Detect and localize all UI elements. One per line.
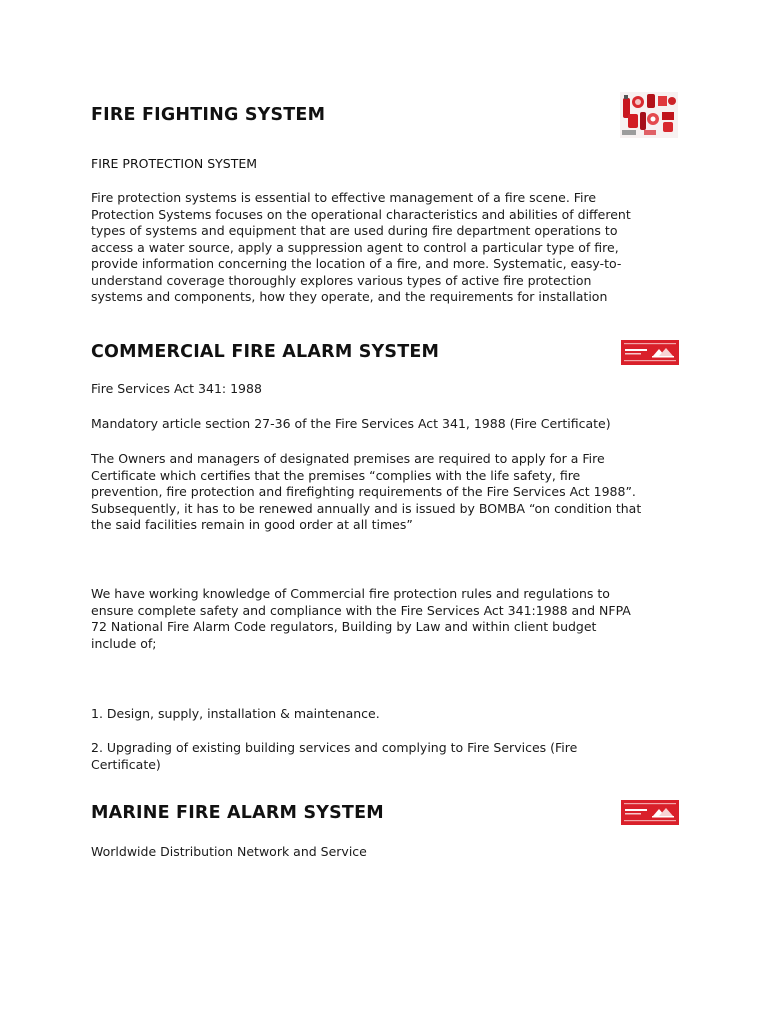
fire-equipment-products-graphic — [620, 92, 678, 138]
fire-services-act-line: Fire Services Act 341: 1988 — [91, 381, 262, 396]
paragraph-line: systems and components, how they operate, and the requirements for installation — [91, 289, 608, 304]
paragraph-line: include of; — [91, 635, 157, 651]
section-subheading-fire-protection: FIRE PROTECTION SYSTEM — [91, 156, 258, 171]
paragraph-line: access a water source, apply a suppression agent to control a particular type of fire, — [91, 239, 619, 255]
working-knowledge-paragraph — [91, 586, 691, 652]
section-heading-commercial-fire-alarm: COMMERCIAL FIRE ALARM SYSTEM — [91, 342, 440, 362]
paragraph-line: Certificate which certifies that the premises “complies with the life safety, fire — [91, 467, 581, 483]
paragraph-line: We have working knowledge of Commercial fire protection rules and regulations to — [91, 586, 610, 601]
paragraph-line: prevention, fire protection and firefighting requirements of the Fire Services Act 1988”. — [91, 484, 636, 499]
red-company-badge-logo — [621, 340, 679, 365]
section-heading-fire-fighting: FIRE FIGHTING SYSTEM — [91, 105, 326, 125]
badge-logo-graphic — [621, 800, 679, 825]
paragraph-line: Certificate) — [91, 756, 161, 772]
fire-equipment-products-image — [620, 92, 678, 138]
list-item-design-supply: 1. Design, supply, installation & maintenance. — [91, 706, 380, 721]
badge-logo-graphic — [621, 340, 679, 365]
paragraph-line: 2. Upgrading of existing building services and complying to Fire Services (Fire — [91, 740, 578, 755]
owners-managers-paragraph — [91, 451, 691, 534]
paragraph-line: Protection Systems focuses on the operational characteristics and abilities of different — [91, 206, 631, 222]
paragraph-line: understand coverage thoroughly explores various types of active fire protection — [91, 272, 592, 288]
paragraph-line: ensure complete safety and compliance with the Fire Services Act 341:1988 and NFPA — [91, 602, 631, 618]
paragraph-line: 72 National Fire Alarm Code regulators, Building by Law and within client budget — [91, 619, 597, 634]
worldwide-distribution-line: Worldwide Distribution Network and Service — [91, 844, 367, 859]
paragraph-line: the said facilities remain in good order at all times” — [91, 517, 413, 532]
section-heading-marine-fire-alarm: MARINE FIRE ALARM SYSTEM — [91, 803, 384, 823]
paragraph-line: Fire protection systems is essential to effective management of a fire scene. Fire — [91, 190, 597, 205]
red-company-badge-logo — [621, 800, 679, 825]
paragraph-line: The Owners and managers of designated premises are required to apply for a Fire — [91, 451, 605, 466]
paragraph-line: provide information concerning the location of a fire, and more. Systematic, easy-to- — [91, 256, 622, 271]
mandatory-article-line: Mandatory article section 27-36 of the Fire Services Act 341, 1988 (Fire Certificate) — [91, 416, 611, 431]
paragraph-line: Subsequently, it has to be renewed annually and is issued by BOMBA “on condition that — [91, 500, 642, 516]
fire-protection-paragraph — [91, 190, 691, 306]
paragraph-line: types of systems and equipment that are used during fire department operations to — [91, 223, 618, 238]
list-item-upgrading — [91, 740, 691, 773]
